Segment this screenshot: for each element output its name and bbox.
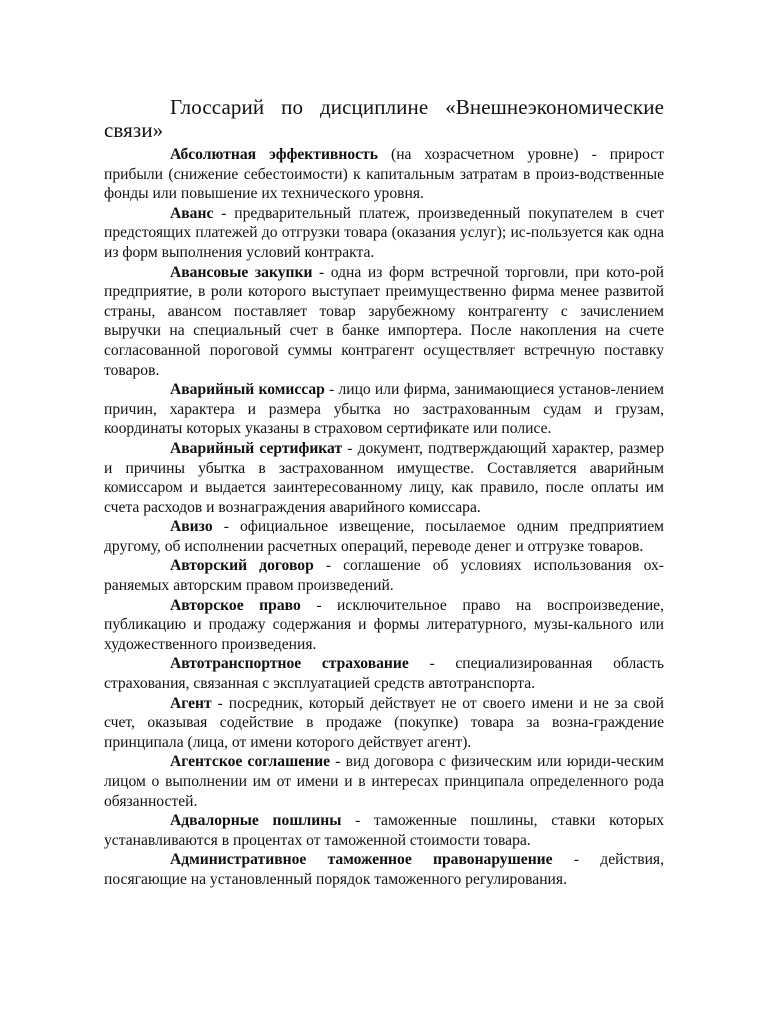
page-title: Глоссарий по дисциплине «Внешнеэкономические связи» xyxy=(104,95,664,142)
glossary-term: Аванс xyxy=(170,204,214,222)
glossary-entry xyxy=(104,556,664,595)
glossary-entry xyxy=(104,596,664,655)
glossary-term: Административное таможенное правонарушение xyxy=(170,851,553,869)
glossary-definition: - действия, посягающие на установленный порядок таможенного регулирования. xyxy=(104,851,664,888)
glossary-term: Авизо xyxy=(170,518,213,536)
glossary-term: Авансовые закупки xyxy=(170,263,313,281)
glossary-term: Агент xyxy=(170,694,212,712)
glossary-entry xyxy=(104,263,664,381)
glossary-entry xyxy=(104,654,664,693)
glossary-term: Авторское право xyxy=(170,596,301,614)
glossary-entry xyxy=(104,204,664,263)
glossary-term: Аварийный комиссар xyxy=(170,381,325,399)
glossary-definition: - одна из форм встречной торговли, при кото-рой предприятие, в роли которого выступает преимущественно фирма менее развитой страны, авансом поставляет товар зарубежному контрагенту с зачислением выручки на специальный счет в банке импортера. После накопления на счете согласованной пороговой суммы контрагент осуществляет встречную поставку товаров. xyxy=(104,263,664,379)
glossary-entry xyxy=(104,811,664,850)
glossary-term: Агентское соглашение xyxy=(170,753,331,771)
glossary-definition: (на хозрасчетном уровне) - прирост прибыли (снижение себестоимости) к капитальным затратам в произ-водственные фонды или повышение их технического уровня. xyxy=(104,146,664,203)
glossary-term: Аварийный сертификат xyxy=(170,439,343,457)
glossary-term: Адвалорные пошлины xyxy=(170,812,342,830)
glossary-definition: - соглашение об условиях использования ох-раняемых авторским правом произведений. xyxy=(104,557,665,595)
glossary-entry xyxy=(104,694,664,753)
glossary-term: Абсолютная эффективность xyxy=(170,146,378,163)
glossary-definition: - предварительный платеж, произведенный покупателем в счет предстоящих платежей до отгрузки товара (оказания услуг); ис-пользуется как одна из форм выполнения условий контракта. xyxy=(104,204,664,261)
document-page xyxy=(104,96,664,890)
glossary-definition: - документ, подтверждающий характер, размер и причины убытка в застрахованном имуществе. Составляется аварийным комиссаром и выдается заинтересованному лицу, как правило, после оплаты им счета расходов и вознаграждения аварийного комиссара. xyxy=(104,439,664,516)
glossary-entry xyxy=(104,380,664,439)
glossary-definition: - лицо или фирма, занимающиеся установ-лением причин, характера и размера убытка но застрахованным судам и грузам, координаты которых указаны в страховом сертификате или полисе. xyxy=(104,381,664,438)
glossary-term: Авторский договор xyxy=(170,557,314,575)
glossary-definition: - посредник, который действует не от своего имени и не за свой счет, оказывая содействие в продаже (покупке) товара за возна-граждение принципала (лица, от имени которого действует агент). xyxy=(104,694,664,751)
glossary-entry xyxy=(104,439,664,517)
glossary-entry xyxy=(104,145,664,204)
glossary-definition: - официальное извещение, посылаемое одним предприятием другому, об исполнении расчетных операций, переводе денег и отгрузке товаров. xyxy=(104,518,664,555)
glossary-definition: - исключительное право на воспроизведение, публикацию и продажу содержания и формы литературного, музы-кального или художественного произведения. xyxy=(104,596,664,653)
glossary-entry xyxy=(104,517,664,556)
glossary-entry xyxy=(104,752,664,811)
glossary-term: Автотранспортное страхование xyxy=(170,655,409,673)
glossary-definition: - специализированная область страхования, связанная с эксплуатацией средств автотранспорта. xyxy=(104,655,664,693)
glossary-entry xyxy=(104,850,664,889)
glossary-definition: - вид договора с физическим или юриди-ческим лицом о выполнении им от имени и в интересах принципала определенного рода обязанностей. xyxy=(104,753,664,810)
glossary-definition: - таможенные пошлины, ставки которых устанавливаются в процентах от таможенной стоимости товара. xyxy=(104,812,664,849)
